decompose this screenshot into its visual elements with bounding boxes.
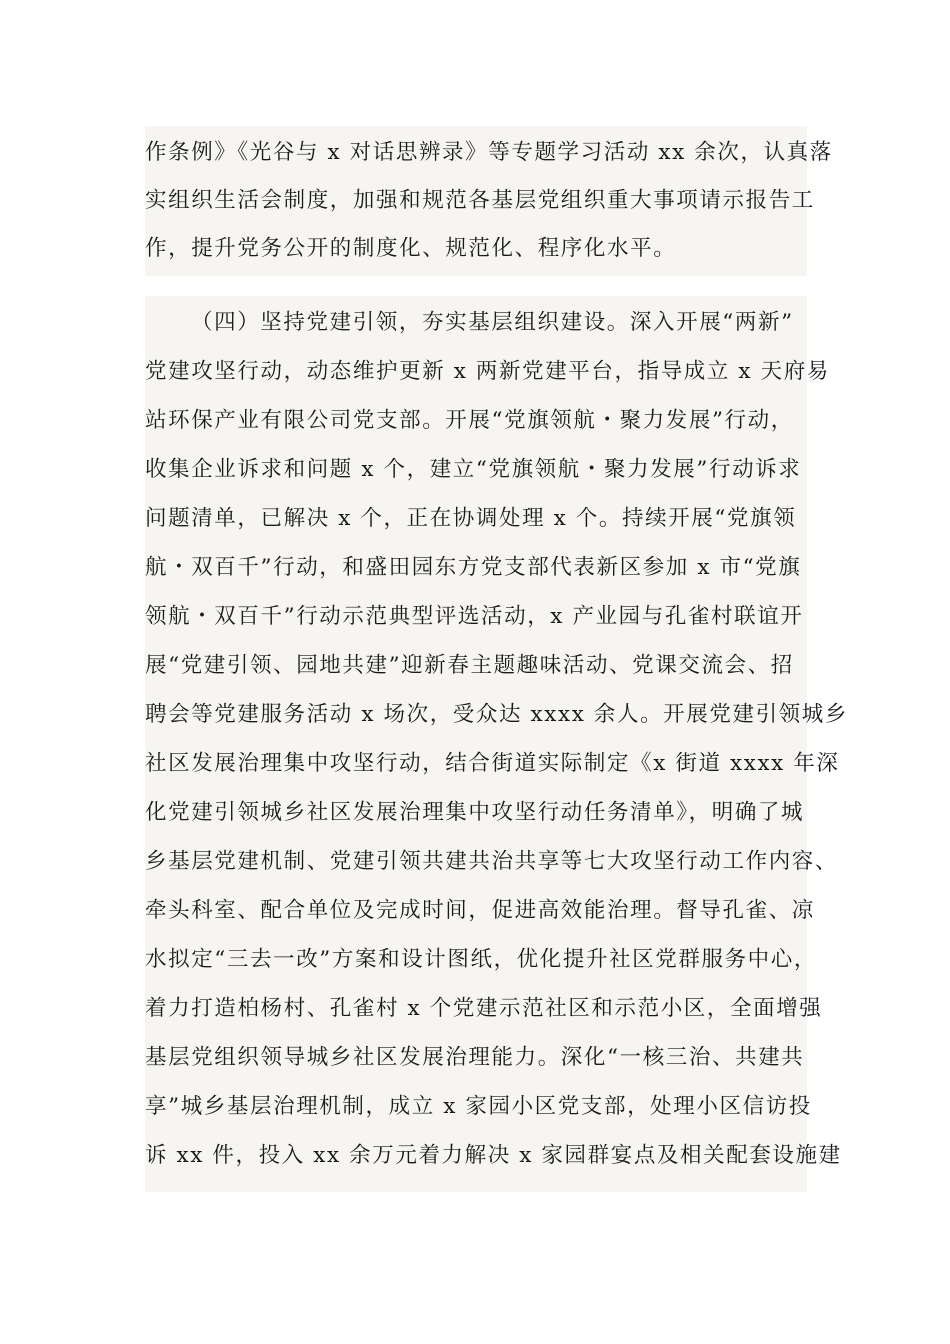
text-line: 享”城乡基层治理机制，成立 x 家园小区党支部，处理小区信访投	[145, 1094, 812, 1119]
text-line: 航・双百千”行动，和盛田园东方党支部代表新区参加 x 市“党旗	[145, 555, 802, 580]
text-line: 乡基层党建机制、党建引领共建共治共享等七大攻坚行动工作内容、	[145, 849, 839, 874]
text-line: 聘会等党建服务活动 x 场次，受众达 xxxx 余人。开展党建引领城乡	[145, 702, 848, 727]
text-line: （四）坚持党建引领，夯实基层组织建设。深入开展“两新”	[191, 310, 794, 335]
text-line: 问题清单，已解决 x 个，正在协调处理 x 个。持续开展“党旗领	[145, 506, 797, 531]
text-line: 实组织生活会制度，加强和规范各基层党组织重大事项请示报告工	[145, 188, 815, 213]
text-line: 社区发展治理集中攻坚行动，结合街道实际制定《x 街道 xxxx 年深	[145, 751, 840, 776]
text-line: 作，提升党务公开的制度化、规范化、程序化水平。	[145, 236, 677, 261]
text-line: 领航・双百千”行动示范典型评选活动，x 产业园与孔雀村联谊开	[145, 604, 804, 629]
text-line: 着力打造柏杨村、孔雀村 x 个党建示范社区和示范小区，全面增强	[145, 996, 823, 1021]
text-line: 诉 xx 件，投入 xx 余万元着力解决 x 家园群宴点及相关配套设施建	[145, 1143, 842, 1168]
text-line: 作条例》《光谷与 x 对话思辨录》等专题学习活动 xx 余次，认真落	[145, 140, 833, 165]
text-line: 水拟定“三去一改”方案和设计图纸，优化提升社区党群服务中心，	[145, 947, 817, 972]
paragraph-section-four	[145, 296, 848, 1192]
text-line: 基层党组织领导城乡社区发展治理能力。深化“一核三治、共建共	[145, 1045, 805, 1070]
text-line: 展“党建引领、园地共建”迎新春主题趣味活动、党课交流会、招	[145, 653, 794, 678]
paragraph-continued	[145, 126, 833, 276]
text-line: 站环保产业有限公司党支部。开展“党旗领航・聚力发展”行动，	[145, 408, 794, 433]
text-line: 化党建引领城乡社区发展治理集中攻坚行动任务清单》，明确了城	[145, 800, 805, 825]
text-line: 党建攻坚行动，动态维护更新 x 两新党建平台，指导成立 x 天府易	[145, 359, 830, 384]
text-line: 收集企业诉求和问题 x 个，建立“党旗领航・聚力发展”行动诉求	[145, 457, 802, 482]
text-line: 牵头科室、配合单位及完成时间，促进高效能治理。督导孔雀、凉	[145, 898, 815, 923]
